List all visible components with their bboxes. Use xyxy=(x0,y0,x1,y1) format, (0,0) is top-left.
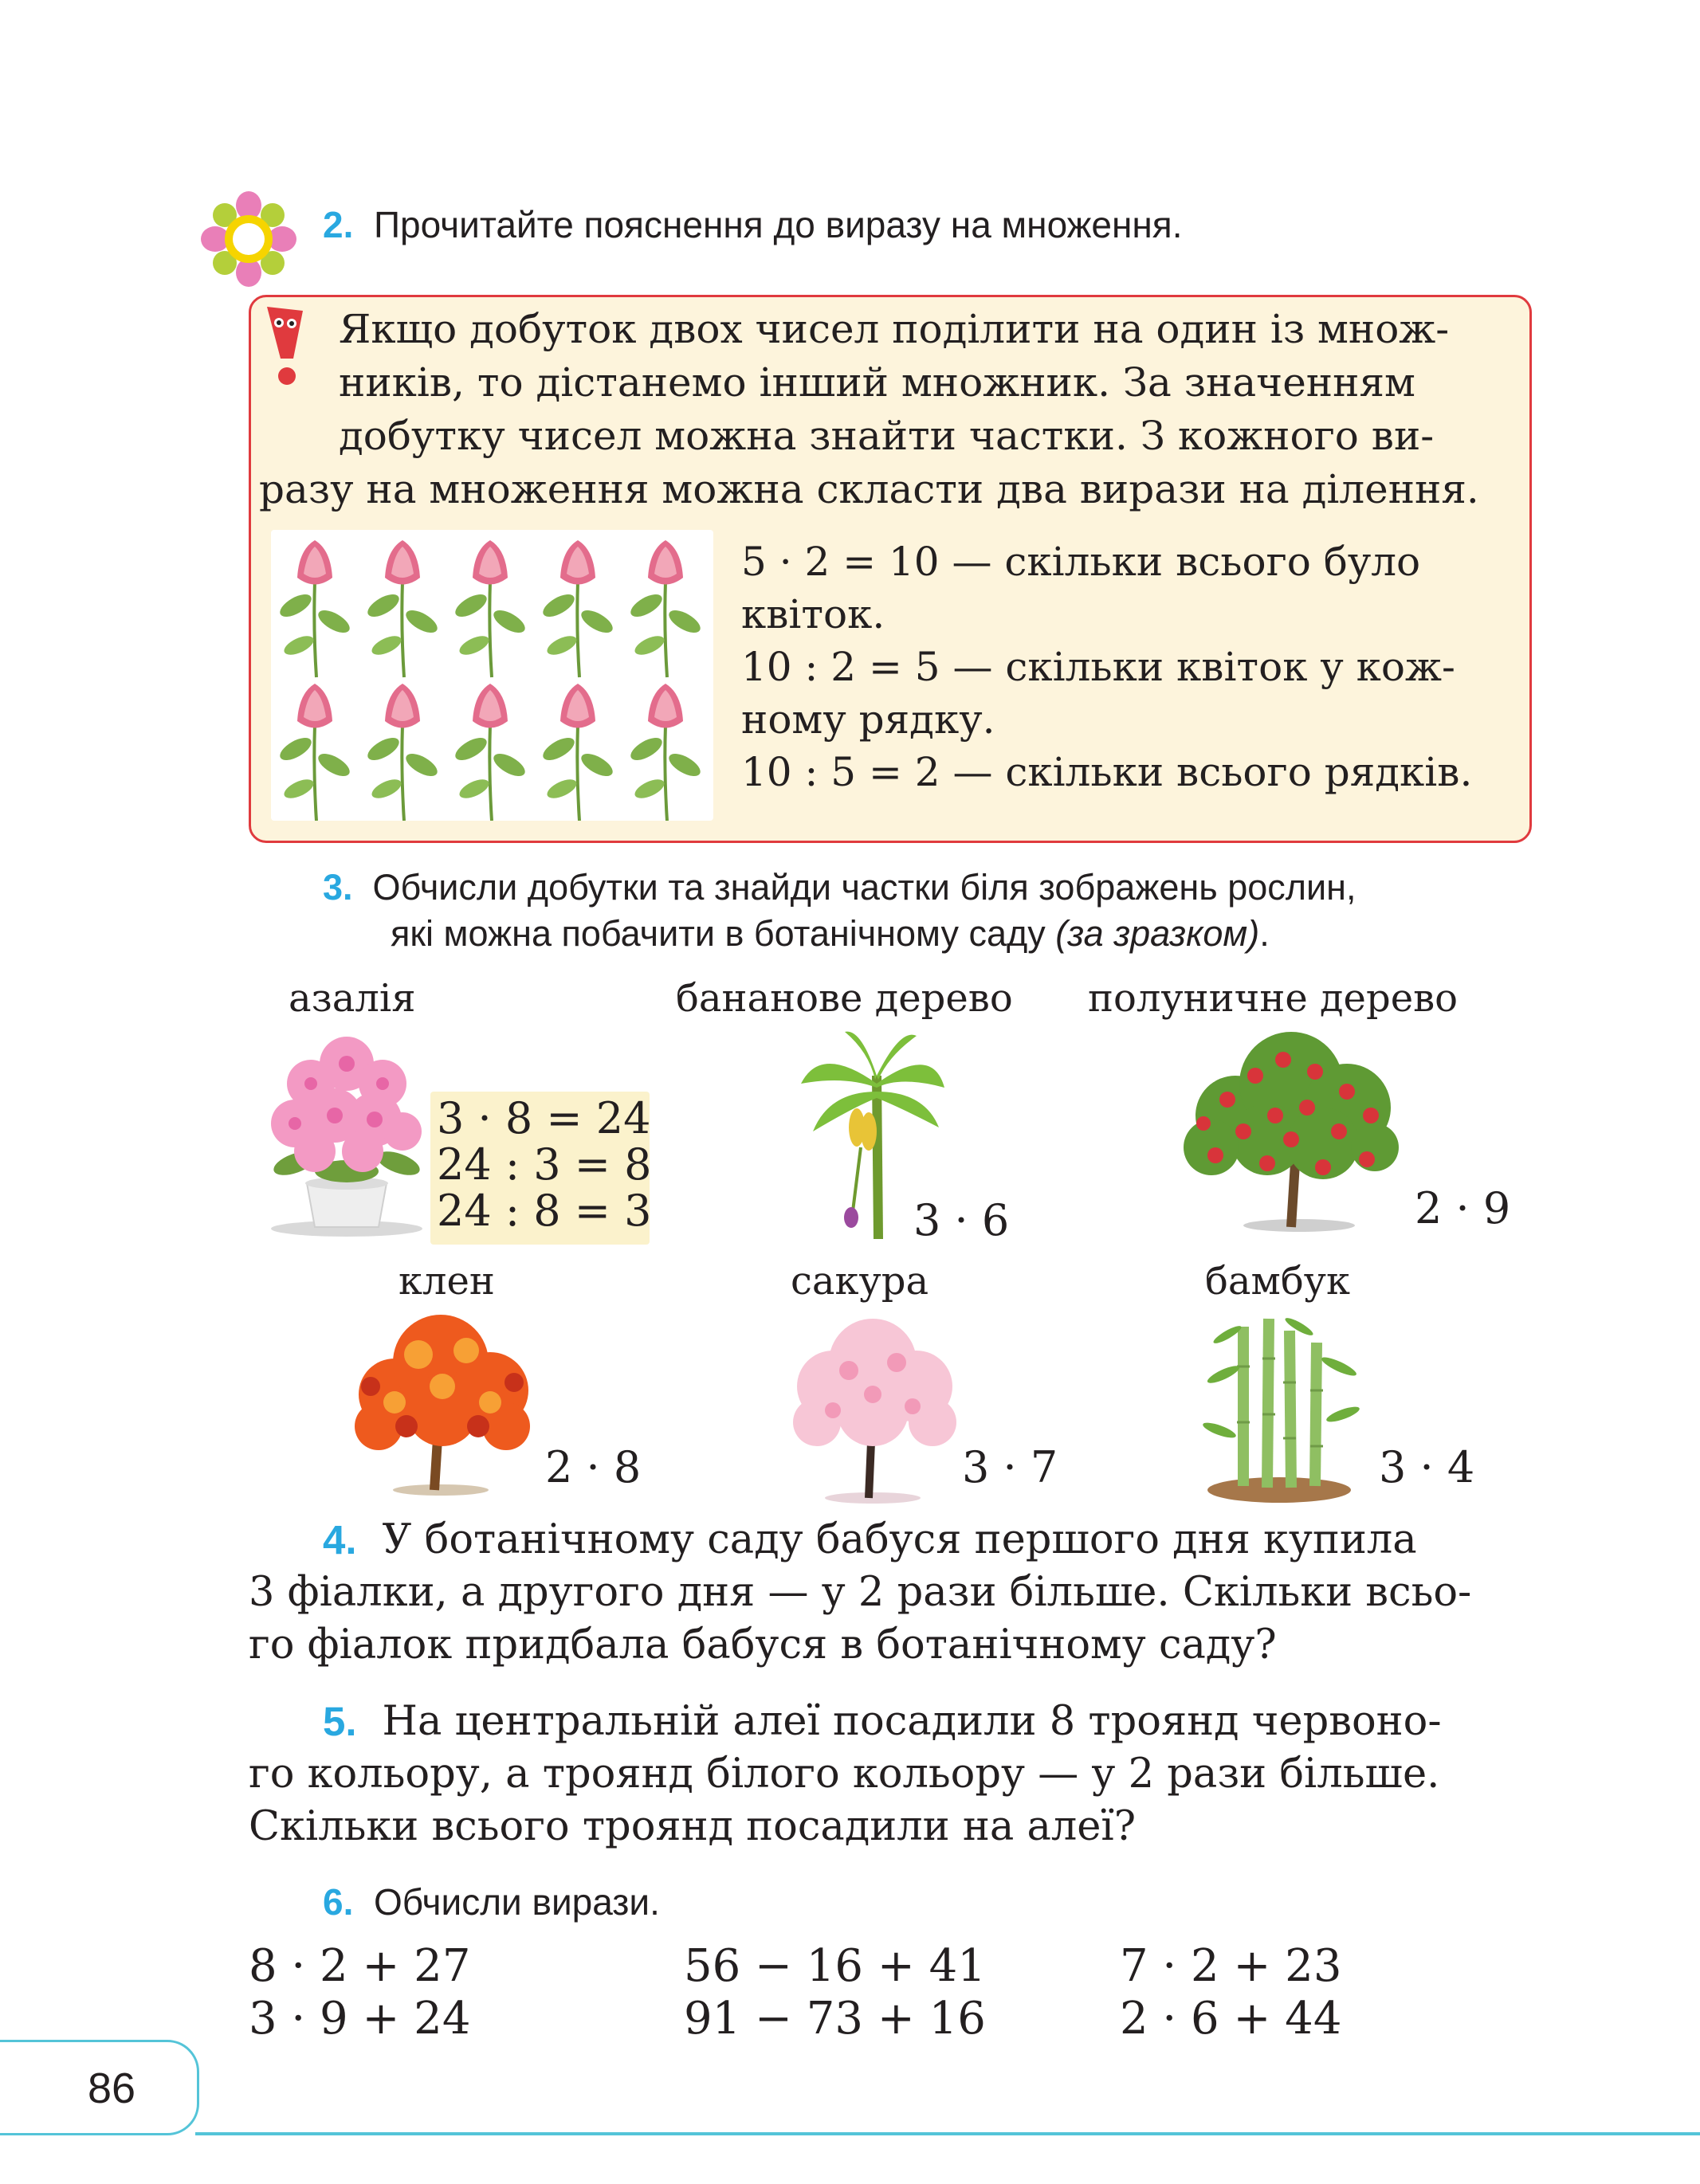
task-3-heading xyxy=(323,865,1356,957)
sakura-tree-image xyxy=(785,1315,964,1506)
task-instruction: Обчисли добутки та знайди частки біля зображень рослин, xyxy=(372,867,1356,908)
expression-column xyxy=(684,1940,986,2045)
expression: 56 − 16 + 41 xyxy=(684,1940,986,1992)
rule-line: добутку чисел можна знайти частки. З кожного ви- xyxy=(339,413,1435,459)
task-instruction-end: . xyxy=(1259,913,1270,954)
task-text-line: го кольору, а троянд білого кольору — у 2 рази більше. xyxy=(249,1751,1440,1798)
maple-tree-image xyxy=(347,1307,534,1498)
flowers-illustration xyxy=(271,530,713,821)
expression-column xyxy=(249,1940,470,2045)
task-text-line: го фіалок придбала бабуся в ботанічному саду? xyxy=(249,1621,1277,1668)
task-instruction-italic: (за зразком) xyxy=(1055,913,1260,954)
task-number: 2. xyxy=(323,204,354,245)
task-5 xyxy=(249,1696,1532,1853)
task-text-line: У ботанічному саду бабуся першого дня купила xyxy=(382,1516,1417,1563)
flower-badge-icon xyxy=(201,191,296,287)
task-number: 6. xyxy=(323,1881,354,1923)
rule-line: разу на множення можна скласти два вирази на ділення. xyxy=(259,466,1479,512)
example-line: 5 · 2 = 10 — скільки всього було xyxy=(741,539,1421,585)
plant-label: полуничне дерево xyxy=(1088,976,1459,1021)
example-line: 10 : 5 = 2 — скільки всього рядків. xyxy=(741,749,1473,795)
rule-line: ників, то дістанемо інший множник. За значенням xyxy=(339,359,1415,406)
task-text-line: 3 фіалки, а другого дня — у 2 рази більше. Скільки всьо- xyxy=(249,1569,1472,1616)
plant-label: бананове дерево xyxy=(676,976,1013,1021)
sample-calculation xyxy=(437,1093,652,1236)
sample-line: 24 : 3 = 8 xyxy=(437,1139,652,1190)
plant-label: бамбук xyxy=(1205,1259,1350,1304)
task-number: 4. xyxy=(323,1517,357,1563)
example-line: ному рядку. xyxy=(741,696,995,743)
task-2-heading xyxy=(323,203,1183,246)
strawberry-tree-image xyxy=(1180,1028,1403,1235)
example-line: квіток. xyxy=(741,591,885,637)
example-line: 10 : 2 = 5 — скільки квіток у кож- xyxy=(741,644,1455,690)
task-number: 5. xyxy=(323,1699,357,1744)
expression: 2 · 9 xyxy=(1415,1183,1511,1233)
expression: 8 · 2 + 27 xyxy=(249,1940,471,1992)
expression: 7 · 2 + 23 xyxy=(1120,1940,1342,1992)
rule-line: Якщо добуток двох чисел поділити на один із множ- xyxy=(339,306,1450,352)
task-number: 3. xyxy=(323,867,353,908)
task-text-line: Скільки всього троянд посадили на алеї? xyxy=(249,1803,1137,1850)
task-4 xyxy=(249,1514,1532,1672)
expression: 2 · 8 xyxy=(545,1442,642,1492)
plant-label: азалія xyxy=(289,976,416,1021)
sample-line: 3 · 8 = 24 xyxy=(437,1093,651,1143)
azalea-image xyxy=(263,1028,430,1243)
task-instruction: Обчисли вирази. xyxy=(373,1881,660,1923)
rule-text xyxy=(259,303,1518,516)
task-instruction: які можна побачити в ботанічному саду xyxy=(391,913,1046,954)
expression: 3 · 9 + 24 xyxy=(249,1993,471,2045)
protea-flowers-image xyxy=(271,530,713,821)
expression: 3 · 7 xyxy=(962,1442,1058,1492)
sample-line: 24 : 8 = 3 xyxy=(437,1186,652,1236)
expression: 91 − 73 + 16 xyxy=(684,1993,986,2045)
expression: 3 · 4 xyxy=(1379,1442,1475,1492)
task-text-line: На центральній алеї посадили 8 троянд червоно- xyxy=(382,1698,1442,1745)
task-instruction: Прочитайте пояснення до виразу на множення. xyxy=(373,204,1183,245)
plant-label: сакура xyxy=(791,1259,929,1304)
plant-label: клен xyxy=(398,1259,495,1304)
expression: 2 · 6 + 44 xyxy=(1120,1993,1342,2045)
example-lines xyxy=(741,535,1521,798)
bottom-rule xyxy=(195,2132,1700,2135)
task-6-heading xyxy=(323,1880,660,1923)
bamboo-image xyxy=(1195,1311,1367,1506)
expression: 3 · 6 xyxy=(913,1195,1010,1245)
expression-column xyxy=(1120,1940,1341,2045)
page-number: 86 xyxy=(88,2064,136,2112)
